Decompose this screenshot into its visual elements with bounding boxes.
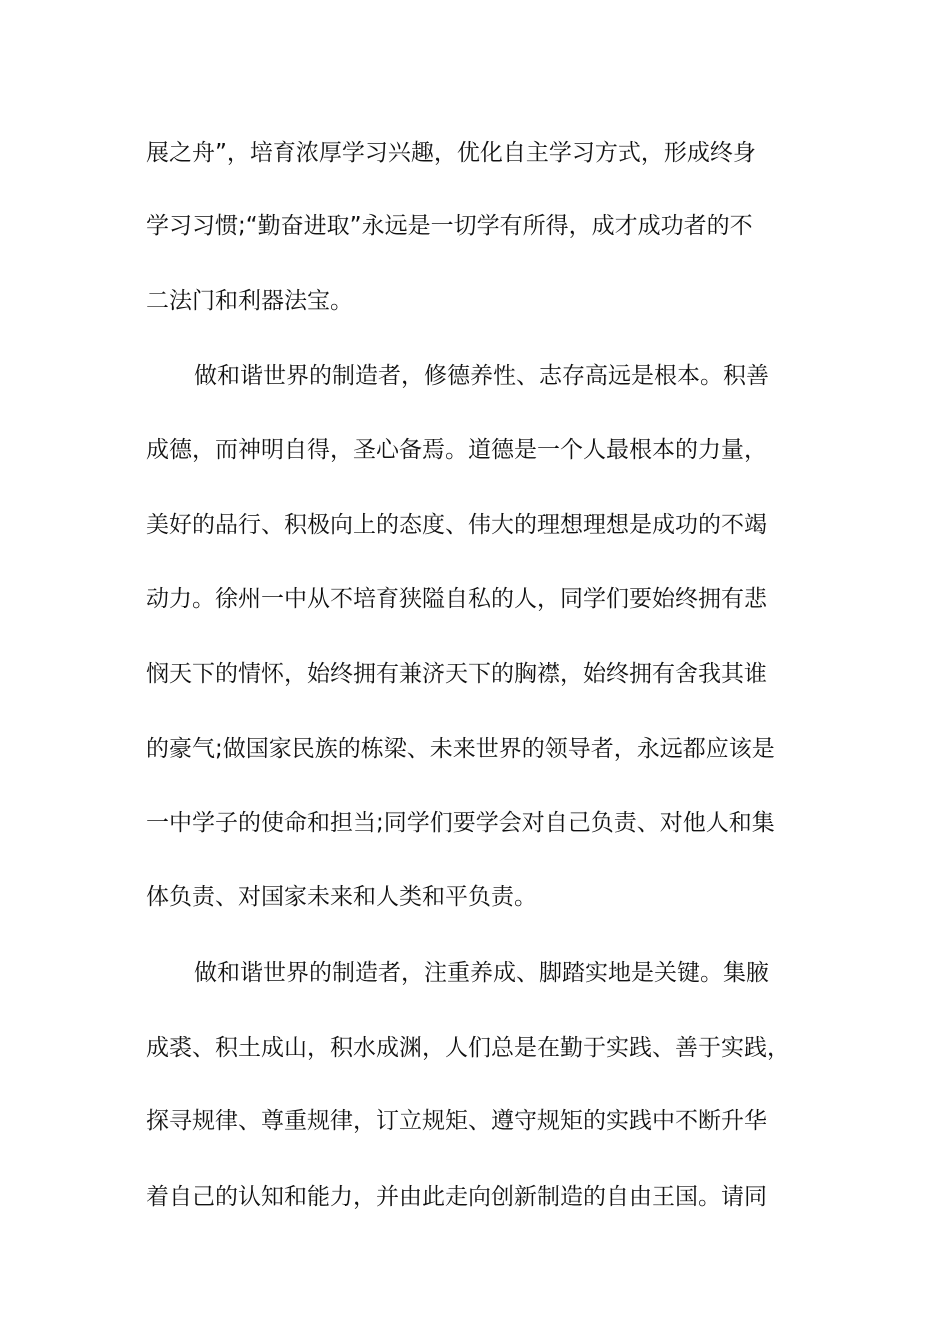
text-line: 成裘、积土成山，积水成渊，人们总是在勤于实践、善于实践，	[146, 1035, 790, 1061]
text-line: 一中学子的使命和担当;同学们要学会对自己负责、对他人和集	[146, 810, 775, 836]
paragraph-first-line: 做和谐世界的制造者，修德养性、志存高远是根本。积善	[194, 363, 769, 389]
text-line: 动力。徐州一中从不培育狭隘自私的人，同学们要始终拥有悲	[146, 586, 767, 612]
text-line: 体负责、对国家未来和人类和平负责。	[146, 884, 537, 910]
text-line: 美好的品行、积极向上的态度、伟大的理想理想是成功的不竭	[146, 512, 767, 538]
text-line: 着自己的认知和能力，并由此走向创新制造的自由王国。请同	[146, 1184, 767, 1210]
text-line: 悯天下的情怀，始终拥有兼济天下的胸襟，始终拥有舍我其谁	[146, 661, 767, 687]
text-line: 展之舟”，培育浓厚学习兴趣，优化自主学习方式，形成终身	[146, 140, 756, 166]
paragraph-first-line: 做和谐世界的制造者，注重养成、脚踏实地是关键。集腋	[194, 960, 769, 986]
text-line: 学习习惯;“勤奋进取”永远是一切学有所得，成才成功者的不	[146, 213, 753, 239]
text-line: 成德，而神明自得，圣心备焉。道德是一个人最根本的力量，	[146, 437, 767, 463]
text-line: 二法门和利器法宝。	[146, 288, 353, 314]
text-line: 的豪气;做国家民族的栋梁、未来世界的领导者，永远都应该是	[146, 736, 775, 762]
text-line: 探寻规律、尊重规律，订立规矩、遵守规矩的实践中不断升华	[146, 1108, 767, 1134]
